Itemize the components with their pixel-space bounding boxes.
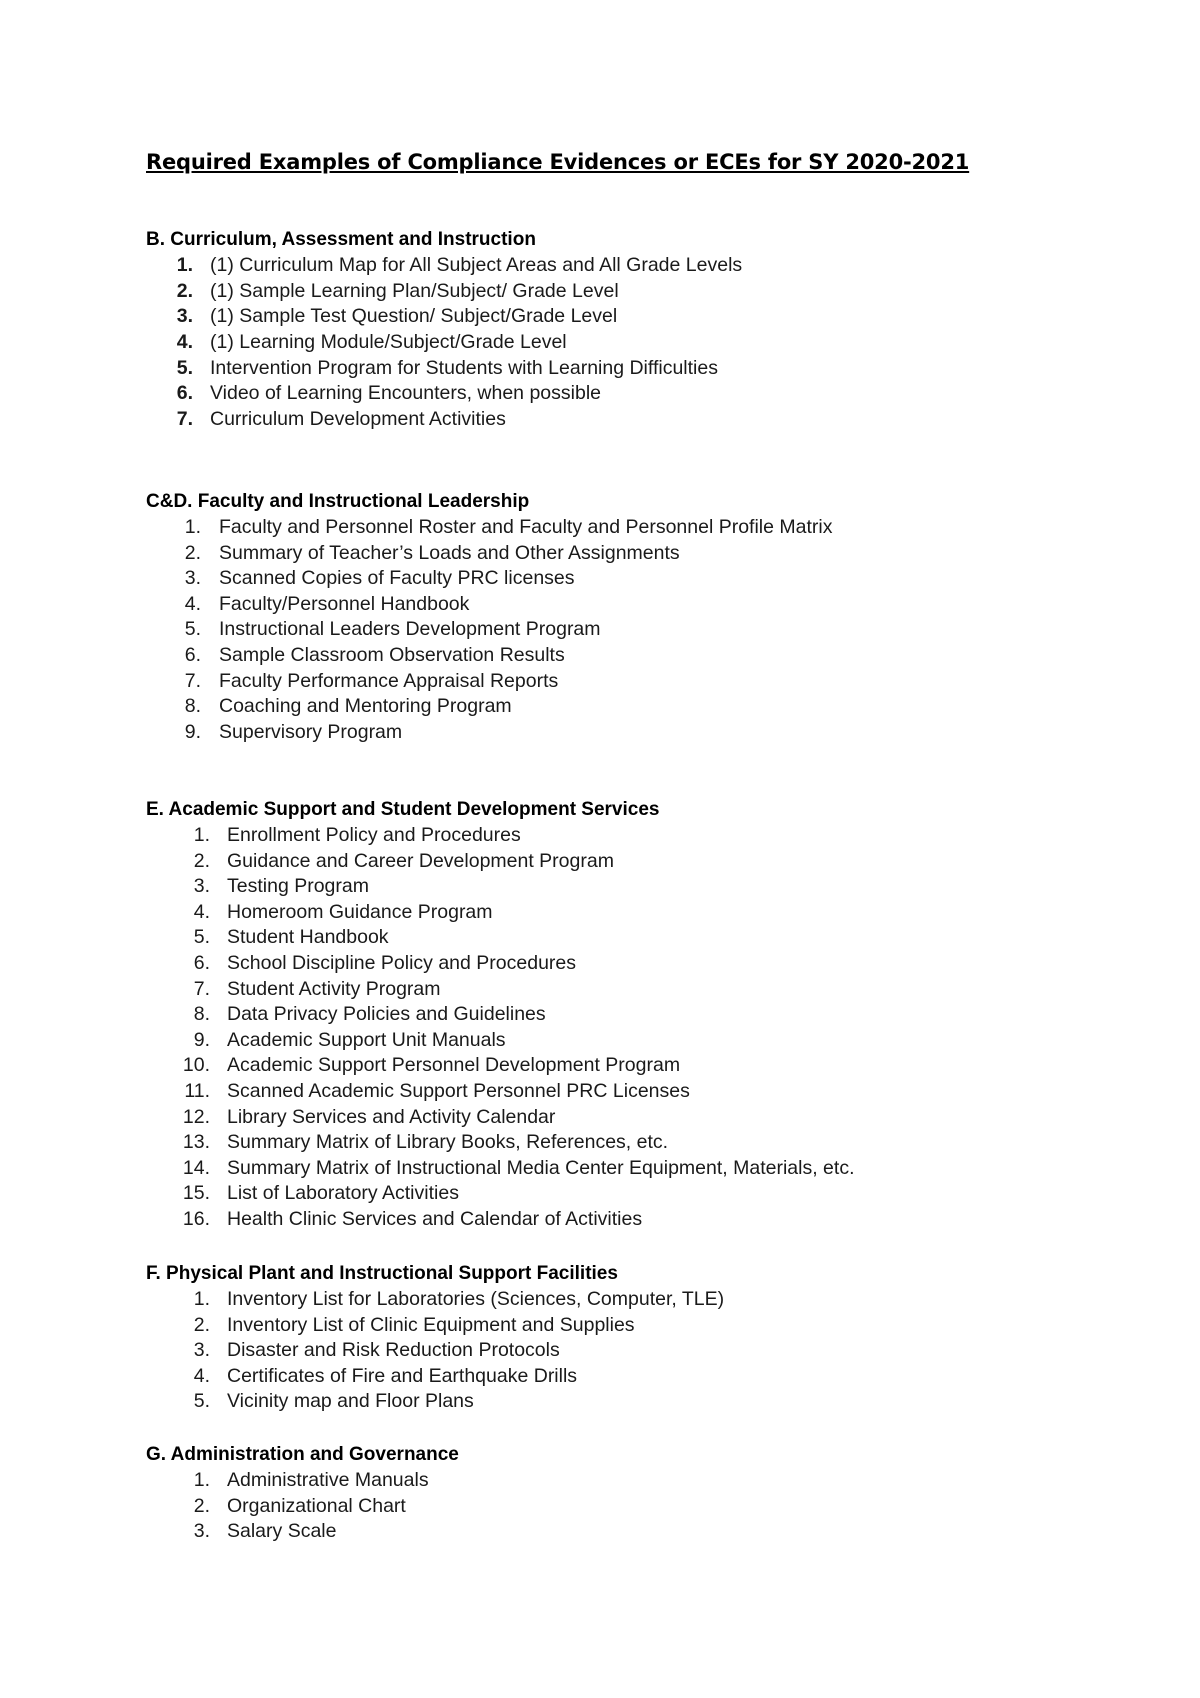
requirements-list [146, 253, 743, 433]
list-item [146, 849, 659, 875]
list-item [146, 1364, 618, 1390]
list-item-text: Guidance and Career Development Program [227, 849, 614, 872]
list-item-number: 3. [193, 1520, 210, 1543]
requirements-list [146, 515, 833, 745]
list-item-text: Summary of Teacher’s Loads and Other Assignments [219, 541, 680, 564]
list-item-text: Student Activity Program [227, 977, 441, 1000]
list-item-number: 4. [193, 900, 210, 923]
list-item-text: Video of Learning Encounters, when possible [210, 382, 601, 405]
list-item-number: 2. [176, 279, 193, 302]
list-item [146, 694, 529, 720]
list-item-number: 2. [193, 1494, 210, 1517]
section-heading: E. Academic Support and Student Development Services [146, 799, 660, 820]
list-item-number: 9. [184, 720, 201, 743]
list-item-text: Faculty/Personnel Handbook [219, 592, 470, 615]
section-academic-support-student-development [146, 797, 855, 1233]
list-item-number: 5. [193, 926, 210, 949]
list-item [146, 1002, 659, 1028]
list-item-number: 6. [184, 643, 201, 666]
list-item-text: Vicinity map and Floor Plans [227, 1390, 474, 1413]
list-item [146, 1079, 690, 1105]
list-item-text: (1) Learning Module/Subject/Grade Level [210, 331, 567, 354]
document-title: Required Examples of Compliance Evidences or ECEs for SY 2020-2021 [146, 150, 970, 174]
list-item [146, 1053, 681, 1079]
list-item-number: 2. [193, 849, 210, 872]
list-item-text: Health Clinic Services and Calendar of Activities [227, 1207, 643, 1230]
list-item-number: 5. [176, 356, 193, 379]
list-item-number: 4. [184, 592, 201, 615]
list-item-text: (1) Sample Learning Plan/Subject/ Grade Level [210, 279, 619, 302]
list-item [146, 1494, 459, 1520]
section-curriculum-assessment-instruction [146, 227, 743, 433]
list-item-text: Summary Matrix of Instructional Media Center Equipment, Materials, etc. [227, 1156, 855, 1179]
list-item-number: 3. [176, 305, 193, 328]
list-item [146, 977, 659, 1003]
list-item [146, 1519, 459, 1545]
list-item-text: Academic Support Personnel Development Program [227, 1054, 681, 1077]
list-item [146, 407, 536, 433]
list-item-number: 14. [182, 1156, 210, 1179]
list-item-number: 1. [193, 1288, 210, 1310]
list-item [146, 643, 565, 669]
list-item-text: Faculty and Personnel Roster and Faculty and Personnel Profile Matrix [219, 516, 833, 538]
list-item [146, 1207, 659, 1233]
list-item [146, 1105, 659, 1131]
requirements-list [146, 823, 855, 1233]
list-item-number: 2. [193, 1313, 210, 1336]
section-physical-plant-facilities [146, 1261, 725, 1415]
list-item-text: Faculty Performance Appraisal Reports [219, 669, 559, 692]
list-item-text: Library Services and Activity Calendar [227, 1105, 556, 1128]
list-item-text: Summary Matrix of Library Books, References, etc. [227, 1131, 669, 1154]
section-heading: G. Administration and Governance [146, 1444, 459, 1465]
list-item [146, 951, 659, 977]
list-item-text: Inventory List for Laboratories (Sciences, Computer, TLE) [227, 1288, 725, 1310]
list-item-number: 2. [184, 541, 201, 564]
list-item [146, 1389, 618, 1415]
list-item-text: Supervisory Program [219, 720, 403, 743]
list-item [146, 381, 601, 407]
list-item-text: Data Privacy Policies and Guidelines [227, 1003, 546, 1026]
list-item [146, 1287, 725, 1313]
list-item [146, 279, 619, 305]
list-item-text: (1) Sample Test Question/ Subject/Grade Level [210, 305, 618, 328]
list-item-number: 3. [184, 567, 201, 590]
list-item-text: Coaching and Mentoring Program [219, 695, 512, 718]
list-item-number: 1. [184, 516, 201, 538]
list-item-text: Administrative Manuals [227, 1469, 429, 1491]
list-item-text: Student Handbook [227, 926, 389, 949]
list-item-number: 16. [182, 1207, 210, 1230]
list-item [146, 1130, 669, 1156]
section-heading: B. Curriculum, Assessment and Instruction [146, 229, 536, 250]
list-item [146, 1156, 855, 1182]
list-item [146, 720, 529, 746]
list-item-text: Enrollment Policy and Procedures [227, 824, 521, 846]
list-item-text: Sample Classroom Observation Results [219, 643, 565, 666]
list-item-number: 4. [193, 1364, 210, 1387]
list-item-text: Disaster and Risk Reduction Protocols [227, 1339, 560, 1362]
list-item [146, 253, 743, 279]
section-administration-governance [146, 1442, 459, 1545]
list-item-text: Homeroom Guidance Program [227, 900, 493, 923]
list-item-number: 5. [184, 618, 201, 641]
list-item-number: 3. [193, 1339, 210, 1362]
list-item-text: Curriculum Development Activities [210, 408, 506, 431]
list-item-number: 4. [176, 331, 193, 354]
requirements-list [146, 1468, 459, 1545]
list-item [146, 823, 659, 849]
list-item-text: List of Laboratory Activities [227, 1182, 459, 1205]
list-item-number: 13. [182, 1131, 210, 1154]
section-heading: C&D. Faculty and Instructional Leadership [146, 491, 530, 512]
list-item-number: 3. [193, 875, 210, 898]
list-item-text: School Discipline Policy and Procedures [227, 951, 577, 974]
list-item-number: 8. [193, 1003, 210, 1026]
list-item-text: Academic Support Unit Manuals [227, 1028, 506, 1051]
list-item [146, 1181, 659, 1207]
section-faculty-instructional-leadership [146, 489, 833, 745]
list-item-number: 5. [193, 1390, 210, 1413]
list-item [146, 669, 559, 695]
list-item-text: Inventory List of Clinic Equipment and Supplies [227, 1313, 635, 1336]
list-item-text: (1) Curriculum Map for All Subject Areas and All Grade Levels [210, 254, 743, 276]
list-item-number: 1. [193, 1469, 210, 1491]
list-item [146, 925, 659, 951]
list-item-number: 8. [184, 695, 201, 718]
list-item-text: Testing Program [227, 875, 369, 898]
list-item [146, 1313, 635, 1339]
list-item-text: Certificates of Fire and Earthquake Drills [227, 1364, 578, 1387]
list-item [146, 304, 618, 330]
list-item-number: 10. [182, 1054, 210, 1077]
list-item-number: 9. [193, 1028, 210, 1051]
list-item [146, 900, 659, 926]
list-item [146, 1468, 459, 1494]
requirements-list [146, 1287, 725, 1415]
list-item [146, 515, 833, 541]
list-item-number: 6. [176, 382, 193, 405]
list-item-number: 15. [182, 1182, 210, 1205]
list-item-number: 7. [184, 669, 201, 692]
list-item-number: 1. [193, 824, 210, 846]
list-item [146, 356, 718, 382]
list-item-text: Scanned Academic Support Personnel PRC Licenses [227, 1079, 690, 1102]
list-item [146, 1338, 618, 1364]
list-item-number: 1. [176, 254, 193, 276]
list-item-text: Organizational Chart [227, 1494, 406, 1517]
list-item-number: 7. [176, 408, 193, 431]
list-item [146, 330, 567, 356]
list-item [146, 1028, 659, 1054]
list-item-text: Salary Scale [227, 1520, 337, 1543]
list-item-number: 12. [182, 1105, 210, 1128]
list-item [146, 541, 680, 567]
list-item-number: 6. [193, 951, 210, 974]
list-item-number: 7. [193, 977, 210, 1000]
list-item-text: Scanned Copies of Faculty PRC licenses [219, 567, 575, 590]
list-item [146, 617, 601, 643]
list-item-text: Instructional Leaders Development Program [219, 618, 601, 641]
list-item-number: 11. [184, 1079, 210, 1102]
section-heading: F. Physical Plant and Instructional Support Facilities [146, 1263, 618, 1284]
list-item [146, 566, 575, 592]
list-item [146, 874, 659, 900]
list-item [146, 592, 529, 618]
list-item-text: Intervention Program for Students with Learning Difficulties [210, 356, 718, 379]
